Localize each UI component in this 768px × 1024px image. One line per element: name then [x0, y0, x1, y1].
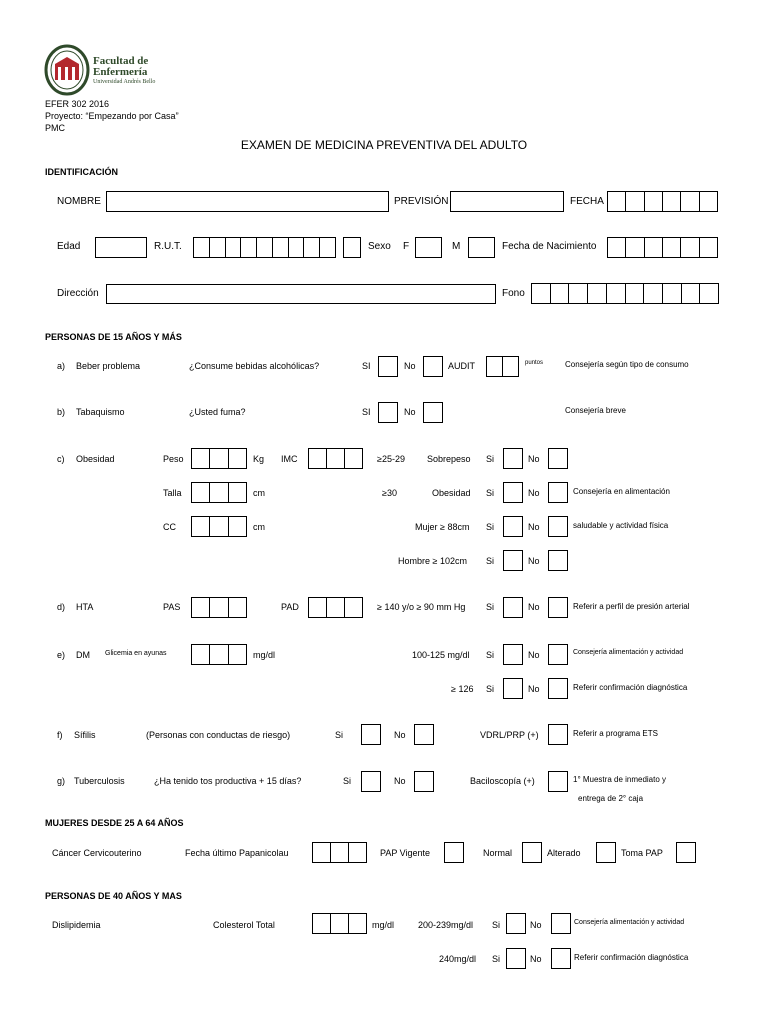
- hta-no-label: No: [528, 602, 540, 612]
- hta-no-checkbox[interactable]: [548, 597, 568, 618]
- sobrepeso-no-label: No: [528, 454, 540, 464]
- normal-label: Normal: [483, 848, 513, 858]
- baciloscopia-checkbox[interactable]: [548, 771, 568, 792]
- dm-consejeria-2: Referir confirmación diagnóstica: [573, 683, 688, 692]
- item-a-si-checkbox[interactable]: [378, 356, 398, 377]
- project-name: Proyecto: “Empezando por Casa”: [45, 111, 179, 121]
- item-a-letter: a): [57, 361, 66, 371]
- item-f-name: Sífilis: [74, 730, 96, 740]
- pad-field[interactable]: [308, 597, 363, 618]
- pad-label: PAD: [281, 602, 299, 612]
- sexo-m-label: M: [452, 241, 461, 252]
- peso-field[interactable]: [191, 448, 247, 469]
- audit-label: AUDIT: [448, 361, 475, 371]
- obesidad-no-label: No: [528, 488, 540, 498]
- sobrepeso-si-label: Si: [486, 454, 495, 464]
- item-g-si-label: Si: [343, 776, 352, 786]
- talla-cm-label: cm: [253, 488, 265, 498]
- obesidad-consejeria-2: saludable y actividad física: [573, 521, 669, 530]
- prevision-label: PREVISIÓN: [394, 196, 449, 207]
- glicemia-unit-label: mg/dl: [253, 650, 276, 660]
- mujer-si-checkbox[interactable]: [503, 516, 523, 537]
- prevision-field[interactable]: [450, 191, 564, 212]
- rut-dv-field[interactable]: [343, 237, 361, 258]
- rut-label: R.U.T.: [154, 241, 182, 252]
- normal-checkbox[interactable]: [522, 842, 542, 863]
- course-code: EFER 302 2016: [45, 99, 110, 109]
- dm-range2-no-label: No: [528, 684, 540, 694]
- hta-si-checkbox[interactable]: [503, 597, 523, 618]
- fecha-pap-field[interactable]: [312, 842, 367, 863]
- cancer-cervicouterino-label: Cáncer Cervicouterino: [52, 848, 142, 858]
- mujer-si-label: Si: [486, 522, 495, 532]
- item-g-no-label: No: [394, 776, 406, 786]
- item-b-letter: b): [57, 407, 66, 417]
- edad-label: Edad: [57, 241, 81, 252]
- logo-text-line1: Facultad de: [93, 55, 149, 67]
- mujer-no-label: No: [528, 522, 540, 532]
- hombre-cc-label: Hombre ≥ 102cm: [398, 556, 467, 566]
- item-a-no-checkbox[interactable]: [423, 356, 443, 377]
- item-b-no-checkbox[interactable]: [423, 402, 443, 423]
- item-b-name: Tabaquismo: [76, 407, 125, 417]
- sobrepeso-no-checkbox[interactable]: [548, 448, 568, 469]
- sifilis-consejeria: Referir a programa ETS: [573, 729, 658, 738]
- logo-text-line3: Universidad Andrés Bello: [93, 79, 156, 85]
- fecha-nacimiento-label: Fecha de Nacimiento: [502, 241, 597, 252]
- faculty-logo-icon: [44, 44, 90, 96]
- item-b-si-label: SI: [362, 407, 371, 417]
- dislipidemia-label: Dislipidemia: [52, 920, 101, 930]
- dm-consejeria-1: Consejería alimentación y actividad: [573, 649, 684, 656]
- hombre-si-checkbox[interactable]: [503, 550, 523, 571]
- dm-range1-label: 100-125 mg/dl: [412, 650, 470, 660]
- item-g-si-checkbox[interactable]: [361, 771, 381, 792]
- obesidad-label: Obesidad: [432, 488, 471, 498]
- pap-vigente-label: PAP Vigente: [380, 848, 431, 858]
- colesterol-field[interactable]: [312, 913, 367, 934]
- col-range1-no-checkbox[interactable]: [551, 913, 571, 934]
- hombre-no-checkbox[interactable]: [548, 550, 568, 571]
- col-range2-no-checkbox[interactable]: [551, 948, 571, 969]
- talla-field[interactable]: [191, 482, 247, 503]
- col-range1-label: 200-239mg/dl: [418, 920, 474, 930]
- alterado-checkbox[interactable]: [596, 842, 616, 863]
- sobrepeso-si-checkbox[interactable]: [503, 448, 523, 469]
- item-b-consejeria: Consejería breve: [565, 406, 626, 415]
- item-f-no-checkbox[interactable]: [414, 724, 434, 745]
- section-heading-40: PERSONAS DE 40 AÑOS Y MAS: [45, 891, 182, 901]
- direccion-label: Dirección: [57, 288, 99, 299]
- hombre-no-label: No: [528, 556, 540, 566]
- dm-range1-no-checkbox[interactable]: [548, 644, 568, 665]
- cc-label: CC: [163, 522, 176, 532]
- col-consejeria-1: Consejería alimentación y actividad: [574, 919, 685, 926]
- range-25-29-label: ≥25-29: [377, 454, 405, 464]
- tbc-consejeria-2: entrega de 2° caja: [578, 794, 644, 803]
- mujer-cc-label: Mujer ≥ 88cm: [415, 522, 470, 532]
- obesidad-no-checkbox[interactable]: [548, 482, 568, 503]
- dm-range1-si-checkbox[interactable]: [503, 644, 523, 665]
- tbc-consejeria-1: 1° Muestra de inmediato y: [573, 775, 667, 784]
- item-a-consejeria: Consejería según tipo de consumo: [565, 360, 689, 369]
- item-a-no-label: No: [404, 361, 416, 371]
- hta-range-label: ≥ 140 y/o ≥ 90 mm Hg: [377, 602, 466, 612]
- toma-pap-label: Toma PAP: [621, 848, 663, 858]
- dm-range2-si-label: Si: [486, 684, 495, 694]
- col-range2-no-label: No: [530, 954, 542, 964]
- item-a-name: Beber problema: [76, 361, 141, 371]
- pap-vigente-checkbox[interactable]: [444, 842, 464, 863]
- hombre-si-label: Si: [486, 556, 495, 566]
- col-consejeria-2: Referir confirmación diagnóstica: [574, 953, 689, 962]
- item-c-letter: c): [57, 454, 65, 464]
- page-title: EXAMEN DE MEDICINA PREVENTIVA DEL ADULTO: [240, 138, 528, 152]
- item-g-no-checkbox[interactable]: [414, 771, 434, 792]
- edad-field[interactable]: [95, 237, 147, 258]
- col-range2-label: 240mg/dl: [439, 954, 477, 964]
- item-c-name: Obesidad: [76, 454, 115, 464]
- item-b-question: ¿Usted fuma?: [189, 407, 246, 417]
- imc-field[interactable]: [308, 448, 363, 469]
- pmc-label: PMC: [45, 123, 65, 133]
- peso-label: Peso: [163, 454, 184, 464]
- item-f-si-checkbox[interactable]: [361, 724, 381, 745]
- kg-label: Kg: [253, 454, 265, 464]
- sobrepeso-label: Sobrepeso: [427, 454, 471, 464]
- section-heading-identificacion: IDENTIFICACIÓN: [45, 167, 118, 177]
- pas-field[interactable]: [191, 597, 247, 618]
- fono-field[interactable]: [531, 283, 719, 304]
- hta-si-label: Si: [486, 602, 495, 612]
- item-b-no-label: No: [404, 407, 416, 417]
- sexo-f-label: F: [403, 241, 410, 252]
- item-g-name: Tuberculosis: [74, 776, 125, 786]
- puntos-label: puntos: [525, 360, 544, 366]
- talla-label: Talla: [163, 488, 182, 498]
- item-g-question: ¿Ha tenido tos productiva + 15 días?: [154, 776, 302, 786]
- sexo-m-checkbox[interactable]: [468, 237, 495, 258]
- dm-range2-no-checkbox[interactable]: [548, 678, 568, 699]
- glicemia-field[interactable]: [191, 644, 247, 665]
- toma-pap-checkbox[interactable]: [676, 842, 696, 863]
- col-range1-si-label: Si: [492, 920, 501, 930]
- section-heading-mujeres: MUJERES DESDE 25 A 64 AÑOS: [45, 818, 184, 828]
- item-b-si-checkbox[interactable]: [378, 402, 398, 423]
- item-f-si-label: Si: [335, 730, 344, 740]
- vdrl-checkbox[interactable]: [548, 724, 568, 745]
- item-g-letter: g): [57, 776, 66, 786]
- sexo-f-checkbox[interactable]: [415, 237, 442, 258]
- col-range1-si-checkbox[interactable]: [506, 913, 526, 934]
- item-d-letter: d): [57, 602, 66, 612]
- colesterol-unit-label: mg/dl: [372, 920, 395, 930]
- item-d-name: HTA: [76, 602, 94, 612]
- col-range2-si-checkbox[interactable]: [506, 948, 526, 969]
- fono-label: Fono: [502, 288, 525, 299]
- fecha-label: FECHA: [570, 196, 604, 207]
- range-30-label: ≥30: [382, 488, 397, 498]
- nombre-field[interactable]: [106, 191, 389, 212]
- fecha-nacimiento-field[interactable]: [607, 237, 718, 258]
- colesterol-label: Colesterol Total: [213, 920, 275, 930]
- hta-consejeria: Referir a perfil de presión arterial: [573, 602, 690, 611]
- item-f-no-label: No: [394, 730, 406, 740]
- cc-field[interactable]: [191, 516, 247, 537]
- audit-score-field[interactable]: [486, 356, 519, 377]
- item-e-letter: e): [57, 650, 66, 660]
- vdrl-label: VDRL/PRP (+): [480, 730, 539, 740]
- dm-range2-label: ≥ 126: [451, 684, 474, 694]
- col-range1-no-label: No: [530, 920, 542, 930]
- section-heading-15: PERSONAS DE 15 AÑOS Y MÁS: [45, 332, 182, 342]
- glicemia-label: Glicemia en ayunas: [105, 650, 167, 657]
- obesidad-si-checkbox[interactable]: [503, 482, 523, 503]
- dm-range1-si-label: Si: [486, 650, 495, 660]
- item-a-question: ¿Consume bebidas alcohólicas?: [189, 361, 320, 371]
- baciloscopia-label: Baciloscopía (+): [470, 776, 535, 786]
- item-f-question: (Personas con conductas de riesgo): [146, 730, 291, 740]
- fecha-field[interactable]: [607, 191, 718, 212]
- item-f-letter: f): [57, 730, 63, 740]
- obesidad-consejeria-1: Consejería en alimentación: [573, 487, 670, 496]
- pas-label: PAS: [163, 602, 181, 612]
- rut-field[interactable]: [193, 237, 336, 258]
- alterado-label: Alterado: [547, 848, 581, 858]
- imc-label: IMC: [281, 454, 298, 464]
- col-range2-si-label: Si: [492, 954, 501, 964]
- logo-text-line2: Enfermería: [93, 66, 148, 78]
- item-e-name: DM: [76, 650, 90, 660]
- dm-range1-no-label: No: [528, 650, 540, 660]
- nombre-label: NOMBRE: [57, 196, 101, 207]
- sexo-label: Sexo: [368, 241, 391, 252]
- item-a-si-label: SI: [362, 361, 371, 371]
- dm-range2-si-checkbox[interactable]: [503, 678, 523, 699]
- direccion-field[interactable]: [106, 284, 496, 304]
- cc-cm-label: cm: [253, 522, 265, 532]
- obesidad-si-label: Si: [486, 488, 495, 498]
- fecha-pap-label: Fecha último Papanicolau: [185, 848, 289, 858]
- mujer-no-checkbox[interactable]: [548, 516, 568, 537]
